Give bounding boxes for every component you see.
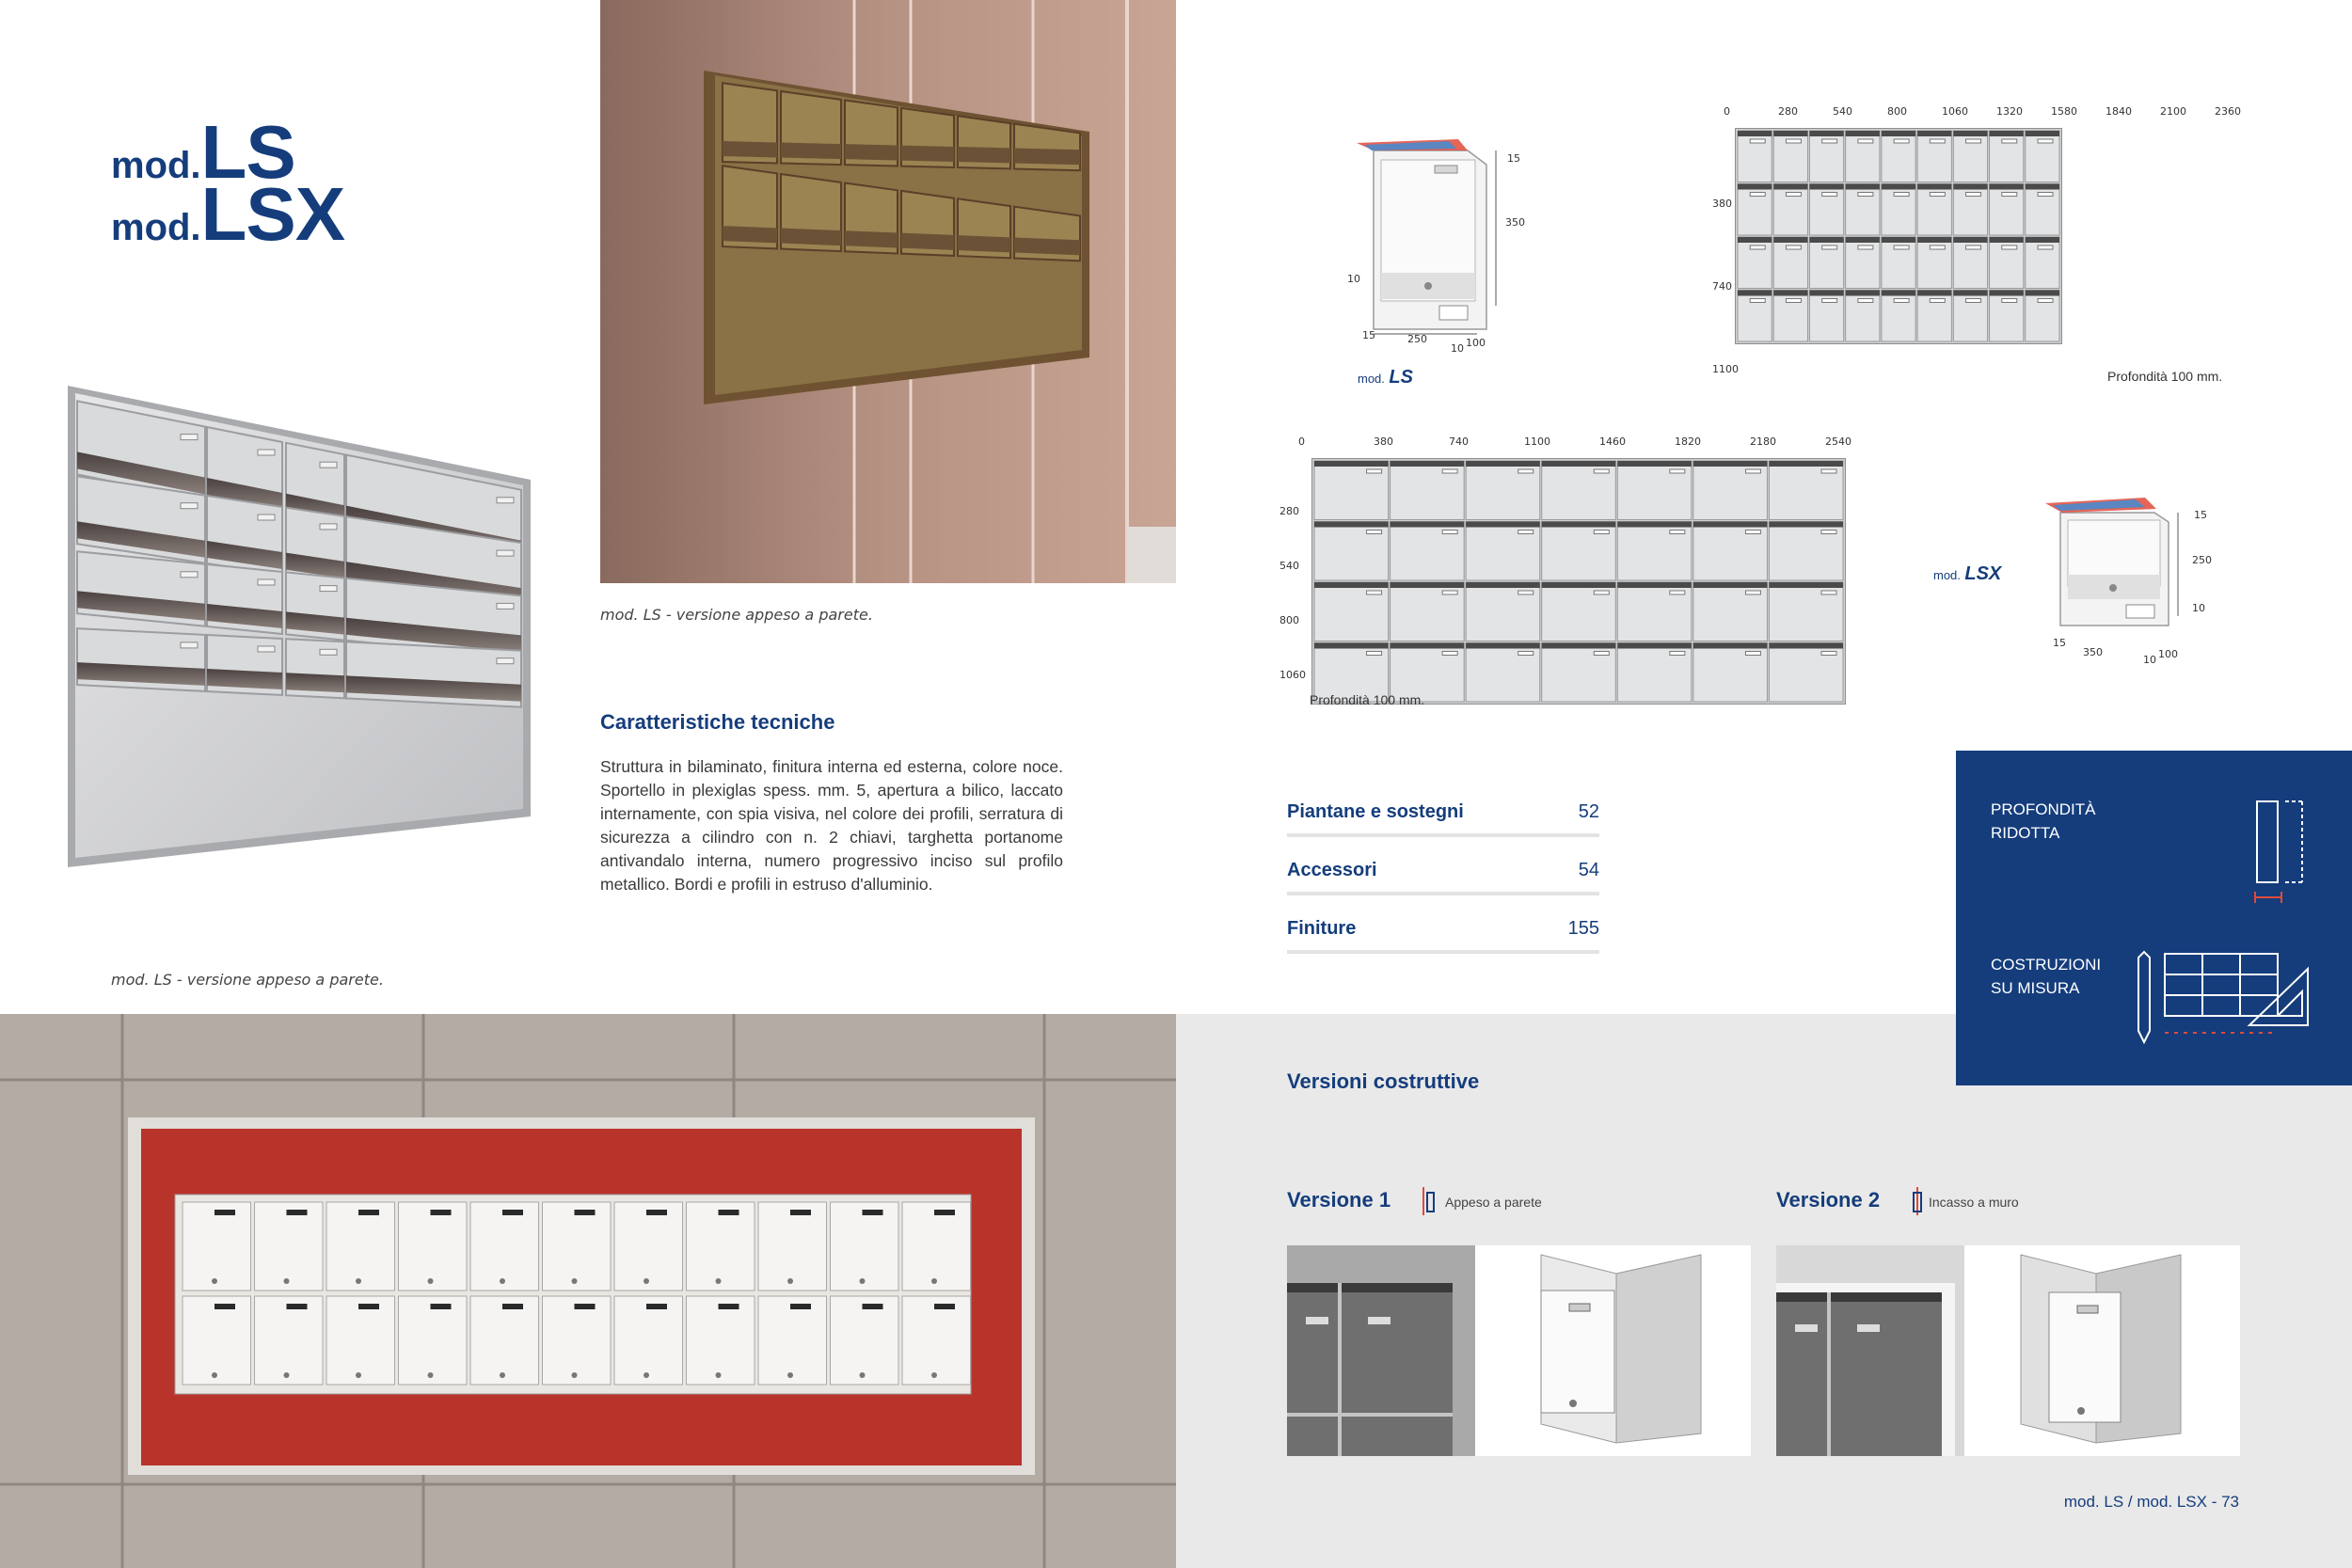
grid-cell: [1846, 184, 1880, 236]
diagram-ls-box: [1345, 132, 1543, 357]
diagram-lsx-grid: [1279, 436, 1863, 708]
grid-cell: [1917, 237, 1951, 289]
dim-label: 250: [2192, 554, 2212, 566]
dim-label: 250: [1407, 333, 1427, 345]
dim-label: 15: [2194, 509, 2207, 521]
version1-title: Versione 1: [1287, 1188, 1391, 1212]
grid-cell: [1773, 237, 1807, 289]
caption-photo-left: mod. LS - versione appeso a parete.: [111, 971, 384, 989]
title-model: LSX: [200, 172, 345, 256]
x-tick-label: 1060: [1942, 105, 1968, 118]
grid-cell: [1773, 291, 1807, 342]
grid-cell: [1917, 131, 1951, 182]
dim-label: 15: [1362, 329, 1375, 341]
tech-heading: Caratteristiche tecniche: [600, 710, 835, 734]
index-row-piantane[interactable]: [1287, 796, 1599, 837]
grid-cell: [1738, 291, 1772, 342]
y-tick-label: 1060: [1279, 669, 1306, 681]
grid-cell: [2026, 184, 2059, 236]
grid-cell: [1809, 237, 1843, 289]
version2-subtitle: Incasso a muro: [1929, 1195, 2019, 1210]
dim-label: 15: [2053, 637, 2066, 649]
x-tick-label: 280: [1778, 105, 1798, 118]
y-tick-label: 740: [1712, 280, 1732, 293]
depth-note-ls: Profondità 100 mm.: [2107, 369, 2223, 384]
version1-subtitle: Appeso a parete: [1445, 1195, 1542, 1210]
grid-cell: [1846, 131, 1880, 182]
tech-body: Struttura in bilaminato, finitura interna ed esterna, colore noce. Sportello in plexiglas spess. mm. 5, apertura a bilico, laccato internamente, con spia visiva, nel colore dei profili, serratura di sicurezza a cilindro con n. 2 chiavi, targhetta portanome antivandalo interna, numero progressivo inciso sul profilo metallico. Bordi e profili in estruso d'alluminio.: [600, 757, 1063, 894]
grid-cell: [1773, 184, 1807, 236]
feature-reduced-depth-line1: PROFONDITÀ: [1991, 800, 2096, 818]
y-tick-label: 280: [1279, 505, 1299, 517]
grid-cell: [1882, 131, 1915, 182]
index-page: 155: [1567, 918, 1599, 939]
index-page: 52: [1578, 801, 1599, 822]
product-photo-ls: [64, 386, 534, 875]
dim-label: 100: [1466, 337, 1486, 349]
x-tick-label: 1580: [2051, 105, 2077, 118]
grid-cell: [1882, 184, 1915, 236]
grid-cell: [1809, 184, 1843, 236]
x-tick-label: 2360: [2215, 105, 2241, 118]
grid-cell: [1917, 291, 1951, 342]
grid-cell: [1846, 237, 1880, 289]
photo-wall-mounted: [600, 0, 1176, 583]
x-tick-label: 2540: [1825, 436, 1851, 448]
label-model: LS: [1389, 367, 1413, 388]
caption-photo-top: mod. LS - versione appeso a parete.: [600, 606, 873, 624]
version2-title: Versione 2: [1776, 1188, 1881, 1212]
grid-cell: [1882, 237, 1915, 289]
x-tick-label: 1460: [1599, 436, 1626, 448]
diagram-lsx-box: [2042, 484, 2230, 673]
label-model: LSX: [1964, 563, 2002, 584]
label-prefix: mod.: [1358, 372, 1385, 386]
grid-cell: [1882, 291, 1915, 342]
y-tick-label: 1100: [1712, 363, 1739, 375]
page-footer: mod. LS / mod. LSX - 73: [2063, 1493, 2239, 1511]
x-tick-label: 0: [1298, 436, 1305, 448]
reduced-depth-icon: [2253, 800, 2310, 908]
x-tick-label: 2100: [2160, 105, 2186, 118]
grid-cell: [1990, 131, 2024, 182]
grid-cell: [1809, 131, 1843, 182]
title-model: LS: [200, 110, 295, 194]
dim-label: 10: [1347, 273, 1360, 285]
x-tick-label: 540: [1833, 105, 1852, 118]
x-tick-label: 2180: [1750, 436, 1776, 448]
photo-recessed: [0, 1014, 1176, 1568]
feature-custom-line2: SU MISURA: [1991, 979, 2080, 997]
dim-label: 350: [1505, 216, 1525, 229]
diagram-ls-label: [1358, 367, 1413, 388]
version1-image: [1287, 1245, 1751, 1456]
diagram-lsx-label: [1933, 563, 2001, 585]
depth-note-lsx: Profondità 100 mm.: [1310, 692, 1425, 707]
title-prefix: mod.: [111, 207, 201, 248]
x-tick-label: 800: [1887, 105, 1907, 118]
version2-image: [1776, 1245, 2240, 1456]
dim-label: 15: [1507, 152, 1520, 165]
wall-mount-icon: [1421, 1187, 1436, 1220]
grid-cell: [1953, 237, 1987, 289]
x-tick-label: 1820: [1675, 436, 1701, 448]
model-title-lsx: [111, 172, 345, 256]
grid-cell: [1738, 131, 1772, 182]
grid-cell: [1738, 184, 1772, 236]
grid-cell: [1953, 184, 1987, 236]
index-row-finiture[interactable]: [1287, 912, 1599, 954]
label-prefix: mod.: [1933, 568, 1961, 582]
grid-cell: [1990, 184, 2024, 236]
dim-label: 10: [2143, 654, 2156, 666]
feature-panel: [1956, 751, 2352, 1085]
grid-cell: [1990, 291, 2024, 342]
dim-label: 10: [2192, 602, 2205, 614]
x-tick-label: 1840: [2106, 105, 2132, 118]
title-prefix: mod.: [111, 145, 201, 186]
y-tick-label: 540: [1279, 560, 1299, 572]
feature-custom-line1: COSTRUZIONI: [1991, 956, 2102, 974]
index-label: Piantane e sostegni: [1287, 801, 1464, 822]
grid-cell: [2026, 131, 2059, 182]
versions-heading: Versioni costruttive: [1287, 1069, 1480, 1093]
dim-label: 10: [1451, 342, 1464, 355]
grid-cell: [1809, 291, 1843, 342]
grid-cell: [1773, 131, 1807, 182]
x-tick-label: 1100: [1524, 436, 1550, 448]
index-page: 54: [1578, 860, 1599, 880]
index-label: Accessori: [1287, 860, 1377, 880]
grid-cell: [1990, 237, 2024, 289]
grid-cell: [1953, 131, 1987, 182]
grid-cell: [1846, 291, 1880, 342]
grid-cell: [2026, 291, 2059, 342]
x-tick-label: 1320: [1996, 105, 2023, 118]
grid-cell: [1917, 184, 1951, 236]
y-tick-label: 380: [1712, 198, 1732, 210]
grid-cell: [1953, 291, 1987, 342]
index-label: Finiture: [1287, 918, 1357, 939]
y-tick-label: 800: [1279, 614, 1299, 626]
custom-build-icon: [2137, 950, 2325, 1049]
dim-label: 350: [2083, 646, 2103, 658]
grid-cell: [1738, 237, 1772, 289]
diagram-ls-grid: [1712, 105, 2239, 388]
dim-label: 100: [2158, 648, 2178, 660]
grid-cell: [2026, 237, 2059, 289]
x-tick-label: 740: [1449, 436, 1469, 448]
recessed-mount-icon: [1910, 1187, 1925, 1220]
x-tick-label: 380: [1374, 436, 1393, 448]
x-tick-label: 0: [1724, 105, 1730, 118]
index-row-accessori[interactable]: [1287, 854, 1599, 895]
feature-reduced-depth-line2: RIDOTTA: [1991, 824, 2060, 842]
